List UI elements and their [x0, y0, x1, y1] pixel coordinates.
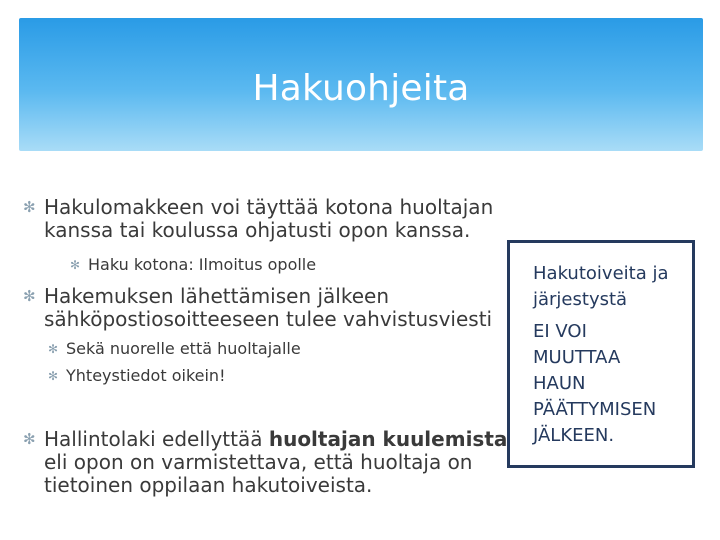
- bullet-3-line-1-normal: Hallintolaki edellyttää: [44, 427, 269, 451]
- asterisk-bullet-icon: ✻: [70, 258, 81, 272]
- bullet-2-line-1: Hakemuksen lähettämisen jälkeen: [44, 284, 390, 308]
- callout-line-5: HAUN: [533, 373, 586, 394]
- callout-box: [507, 240, 695, 468]
- callout-line-2: järjestystä: [533, 289, 628, 310]
- bullet-1-line-2: kanssa tai koulussa ohjatusti opon kanssa.: [44, 218, 471, 242]
- bullet-2-line-2: sähköpostiosoitteeseen tulee vahvistusviesti: [44, 307, 493, 331]
- bullet-1-line-1: Hakulomakkeen voi täyttää kotona huoltajan: [44, 195, 494, 219]
- bullet-3-line-1: [44, 428, 507, 451]
- sub-bullet-1-1: [70, 253, 317, 277]
- title-banner: [19, 18, 703, 151]
- callout-line-6: PÄÄTTYMISEN: [533, 399, 657, 420]
- sub-bullet-2-1-text: Sekä nuorelle että huoltajalle: [66, 339, 301, 358]
- asterisk-bullet-icon: ✻: [23, 430, 36, 448]
- callout-line-7: JÄLKEEN.: [533, 425, 615, 446]
- asterisk-bullet-icon: ✻: [23, 287, 36, 305]
- callout-line-1: Hakutoiveita ja: [533, 263, 669, 284]
- bullet-3-line-3: tietoinen oppilaan hakutoiveista.: [44, 473, 373, 497]
- sub-bullet-2-1: [48, 337, 301, 361]
- sub-bullet-2-2-text: Yhteystiedot oikein!: [66, 366, 226, 385]
- sub-bullet-2-2: [48, 364, 226, 388]
- bullet-1: [23, 195, 494, 242]
- asterisk-bullet-icon: ✻: [48, 342, 59, 356]
- slide-title: Hakuohjeita: [252, 68, 470, 109]
- sub-bullet-1-1-text: Haku kotona: Ilmoitus opolle: [88, 255, 317, 274]
- bullet-2: [23, 284, 493, 331]
- bullet-3-line-1-bold: huoltajan kuulemista: [268, 427, 508, 451]
- callout-line-3: EI VOI: [533, 321, 587, 342]
- callout-line-4: MUUTTAA: [533, 347, 621, 368]
- bullet-3-line-2: eli opon on varmistettava, että huoltaja on: [44, 450, 473, 474]
- asterisk-bullet-icon: ✻: [48, 369, 59, 383]
- bullet-3: [23, 427, 508, 497]
- asterisk-bullet-icon: ✻: [23, 198, 36, 216]
